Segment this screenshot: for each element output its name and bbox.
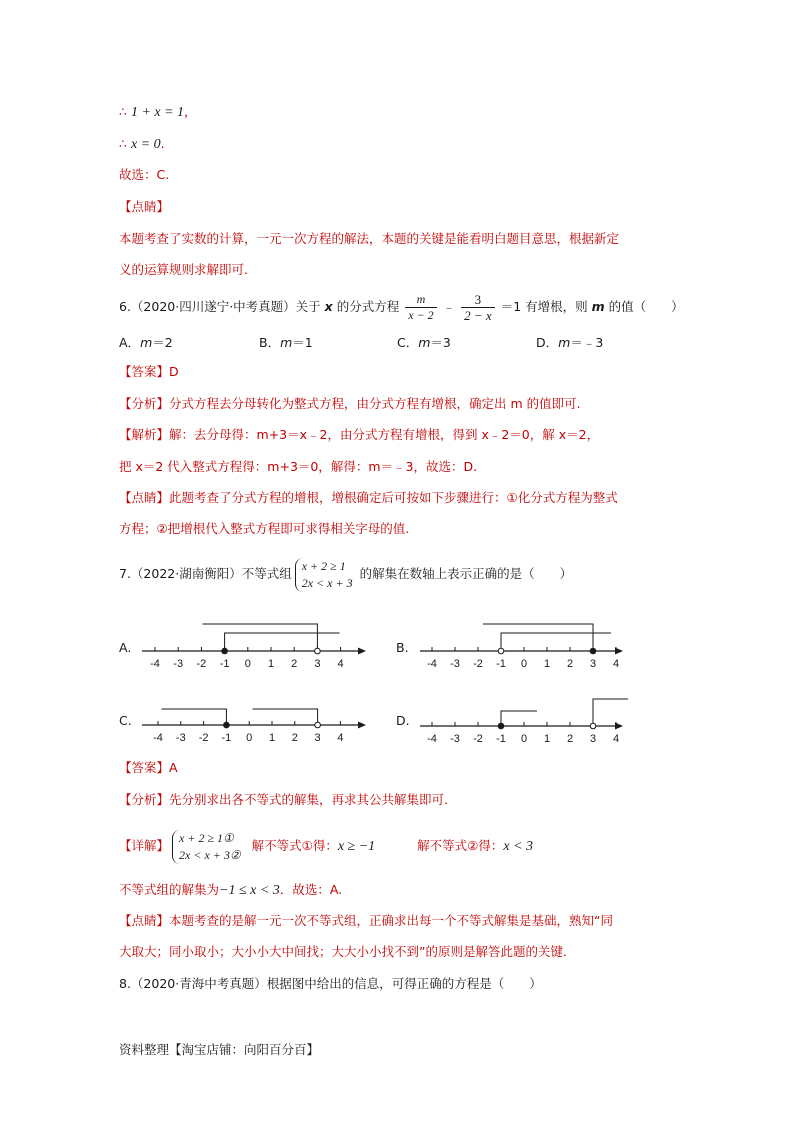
q7-option-d-label: D. [396, 713, 410, 728]
q7-option-a-label: A. [119, 640, 132, 655]
solution-ray-1 [225, 633, 340, 651]
tick-label: -3 [450, 733, 460, 745]
tick-label: -2 [198, 732, 209, 744]
tick-label: -3 [450, 658, 460, 670]
endpoint-1 [222, 648, 228, 654]
endpoint-1 [498, 723, 504, 729]
tick-label: 3 [314, 658, 321, 670]
tick-label: 2 [291, 732, 298, 744]
q6-stem: 6.（2020·四川遂宁·中考真题）关于 x 的分式方程 $\frac{m}{x - 2}$ ﹣ $\frac{3}{2 - x}$ ＝1 有增根，则 m 的值（ ） [119, 292, 684, 323]
solution-ray-1 [161, 709, 226, 725]
endpoint-2 [315, 722, 321, 728]
tick-label: -1 [221, 732, 232, 744]
solution-ray-2 [593, 699, 628, 726]
dianjing-tag: 【点睛】 [119, 199, 170, 214]
tick-label: -2 [196, 658, 207, 670]
q6-jiexi-2: 把 x＝2 代入整式方程得：m+3＝0，解得：m＝﹣3，故选：D. [119, 459, 478, 474]
tick-label: 2 [291, 658, 298, 670]
tick-label: -4 [153, 732, 163, 744]
dianjing-text-1: 本题考查了实数的计算，一元一次方程的解法，本题的关键是能看明白题目意思，根据新定 [119, 231, 620, 246]
number-line-d [418, 690, 628, 750]
tick-label: 1 [268, 732, 276, 744]
endpoint-2 [590, 648, 596, 654]
q6-dianjing-1: 【点睛】此题考查了分式方程的增根，增根确定后可按如下步骤进行：①化分式方程为整式 [119, 490, 618, 505]
tick-label: -4 [427, 733, 437, 745]
q6-dianjing-2: 方程；②把增根代入整式方程即可求得相关字母的值. [119, 521, 410, 536]
tick-label: 0 [520, 658, 528, 670]
solution-ray-2 [202, 624, 317, 651]
tick-label: 4 [612, 658, 620, 670]
q6-option-a: A．m＝2 [119, 335, 173, 350]
tick-label: -4 [427, 658, 437, 670]
number-line-a [140, 615, 370, 675]
tick-label: -3 [173, 658, 184, 670]
step-line-1: ∴ 1 + x = 1， [119, 104, 197, 120]
footer-text: 资料整理【淘宝店铺：向阳百分百】 [119, 1043, 320, 1057]
q6-fenxi: 【分析】分式方程去分母转化为整式方程，由分式方程有增根，确定出 m 的值即可. [119, 396, 581, 411]
tick-label: 3 [589, 733, 597, 745]
solution-ray-1 [501, 711, 537, 726]
axis-arrow [358, 722, 366, 729]
endpoint-2 [315, 648, 321, 654]
tick-label: 2 [566, 658, 574, 670]
solution-ray-2 [483, 624, 593, 651]
tick-label: 4 [612, 733, 620, 745]
q7-xiangjie: 【详解】 x + 2 ≥ 1① 2x < x + 3② 解不等式①得：x ≥ −1 解不等式②得：x < 3 [119, 830, 534, 862]
q6-option-d: D．m＝﹣3 [536, 335, 604, 350]
dianjing-text-2: 义的运算规则求解即可. [119, 262, 248, 277]
endpoint-1 [224, 722, 230, 728]
q7-stem: 7.（2022·湖南衡阳）不等式组 x + 2 ≥ 1 2x < x + 3 的解集在数轴上表示正确的是（ ） [119, 558, 573, 590]
tick-label: 3 [589, 658, 597, 670]
q6-jiexi-1: 【解析】解：去分母得：m+3＝x﹣2，由分式方程有增根，得到 x﹣2＝0，解 x＝2， [119, 427, 600, 442]
q8-stem: 8.（2020·青海中考真题）根据图中给出的信息，可得正确的方程是（ ） [119, 976, 542, 991]
q6-option-b: B．m＝1 [259, 335, 313, 350]
number-line-b [418, 615, 628, 675]
endpoint-2 [590, 723, 596, 729]
solution-ray-2 [253, 709, 318, 725]
q6-answer: 【答案】D [119, 364, 179, 379]
step-line-2: ∴ x = 0. [119, 136, 165, 152]
tick-label: -1 [219, 658, 230, 670]
tick-label: 0 [244, 658, 251, 670]
tick-label: 1 [543, 733, 551, 745]
q7-answer: 【答案】A [119, 760, 178, 775]
answer-line: 故选：C. [119, 167, 170, 182]
number-line-c [140, 695, 370, 750]
tick-label: 1 [267, 658, 275, 670]
tick-label: -4 [150, 658, 160, 670]
q7-dianjing-1: 【点睛】本题考查的是解一元一次不等式组，正确求出每一个不等式解集是基础，熟知“同 [119, 913, 613, 928]
endpoint-1 [498, 648, 504, 654]
tick-label: -3 [175, 732, 186, 744]
tick-label: 2 [566, 733, 574, 745]
tick-label: -2 [473, 658, 483, 670]
tick-label: -1 [496, 658, 506, 670]
tick-label: 0 [520, 733, 528, 745]
q7-conclusion: 不等式组的解集为−1 ≤ x < 3．故选：A. [119, 882, 343, 898]
tick-label: -1 [496, 733, 506, 745]
q7-dianjing-2: 大取大；同小取小；大小小大中间找；大大小小找不到”的原则是解答此题的关键. [119, 944, 567, 959]
tick-label: 0 [246, 732, 253, 744]
tick-label: 3 [314, 732, 321, 744]
tick-label: -2 [473, 733, 483, 745]
tick-label: 1 [543, 658, 551, 670]
axis-arrow [358, 648, 366, 655]
tick-label: 4 [337, 732, 344, 744]
q6-option-c: C．m＝3 [397, 335, 451, 350]
tick-label: 4 [337, 658, 344, 670]
q7-option-c-label: C. [119, 713, 132, 728]
q7-option-b-label: B. [396, 640, 409, 655]
q7-fenxi: 【分析】先分别求出各不等式的解集，再求其公共解集即可. [119, 792, 448, 807]
